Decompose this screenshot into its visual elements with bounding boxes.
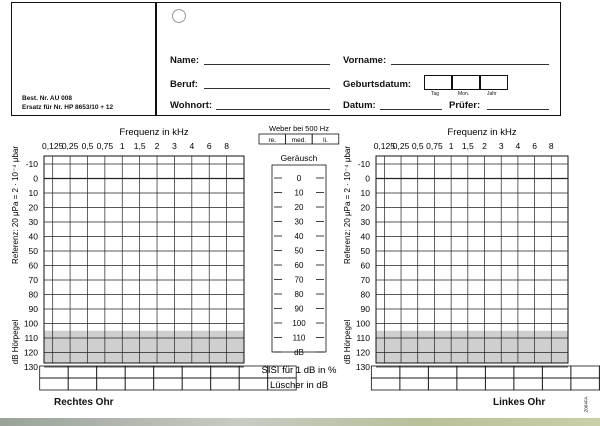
name-label: Name:	[170, 55, 200, 66]
right-ear-audiogram[interactable]	[11, 127, 296, 390]
left-ear-result-cell	[485, 378, 514, 390]
left-ear-db-tick: 100	[355, 318, 370, 329]
left-ear-db-tick: 120	[355, 347, 370, 358]
left-ear-result-cell	[428, 378, 457, 390]
left-ear-freq-tick: 1	[448, 141, 454, 151]
left-ear-reference-label: Referenz: 20 μPa = 2 · 10⁻⁴ μbar	[343, 145, 352, 265]
left-ear-db-tick: -10	[357, 159, 370, 169]
wohnort-label: Wohnort:	[170, 100, 213, 111]
left-ear-db-tick: 50	[360, 246, 370, 256]
left-ear-db-tick: 40	[360, 231, 370, 242]
noise-tick-label: 70	[294, 275, 304, 285]
right-ear-result-cell	[125, 366, 153, 378]
right-ear-freq-tick: 1,5	[133, 141, 146, 151]
right-ear-result-cell	[211, 378, 240, 390]
left-ear-freq-tick: 3	[498, 141, 504, 151]
right-ear-result-cell	[68, 366, 97, 378]
luescher-label: Lüscher in dB	[269, 380, 329, 391]
left-ear-freq-tick: 2	[482, 141, 487, 151]
right-ear-db-tick: 100	[23, 318, 38, 329]
replaces-number: Ersatz für Nr. HP 8653/10 + 12	[22, 104, 114, 111]
tag-label: Tag	[431, 91, 440, 97]
right-ear-result-cell	[154, 366, 183, 378]
left-ear-result-cell	[457, 366, 486, 378]
noise-tick-label: 50	[294, 246, 304, 256]
left-ear-db-tick: 70	[360, 275, 370, 285]
order-number: Best. Nr. AU 008	[22, 95, 72, 102]
right-ear-result-cell	[182, 366, 211, 378]
left-ear-result-cell	[485, 366, 514, 378]
left-ear-db-tick: 90	[360, 304, 370, 314]
weber-col-label: med.	[291, 137, 307, 144]
noise-title: Geräusch	[280, 153, 318, 163]
right-ear-db-tick: 0	[33, 173, 38, 184]
left-ear-audiogram[interactable]	[343, 127, 600, 390]
left-ear-freq-tick: 1,5	[461, 141, 474, 151]
scan-edge-strip	[0, 418, 600, 426]
right-ear-result-cell	[97, 366, 126, 378]
right-ear-result-cell	[154, 378, 183, 390]
left-ear-result-cell	[371, 366, 400, 378]
right-ear-hearing-level-label: dB Hörpegel	[11, 319, 20, 365]
right-ear-db-tick: 90	[28, 304, 38, 314]
geburtsdatum-label: Geburtsdatum:	[343, 79, 412, 90]
right-ear-freq-tick: 3	[172, 141, 177, 151]
right-ear-freq-tick: 0,5	[81, 141, 94, 151]
right-ear-db-tick: 80	[28, 289, 38, 300]
right-ear-result-cell	[40, 366, 68, 378]
weber-col-label: li.	[323, 137, 328, 144]
left-ear-result-cell	[457, 378, 486, 390]
right-ear-result-cell	[211, 366, 240, 378]
left-ear-db-tick: 0	[365, 173, 370, 184]
right-ear-db-tick: 10	[28, 188, 38, 198]
right-ear-db-tick: 40	[28, 231, 38, 242]
left-ear-freq-tick: 4	[515, 141, 521, 151]
noise-tick-label: 10	[294, 188, 304, 198]
datum-label: Datum:	[343, 100, 376, 111]
right-ear-db-tick: 110	[24, 333, 38, 343]
noise-tick-label: 90	[294, 304, 304, 314]
right-ear-freq-tick: 4	[189, 141, 195, 151]
weber-noise-panel	[259, 124, 339, 391]
vorname-label: Vorname:	[343, 55, 387, 66]
noise-tick-label: 20	[294, 203, 304, 212]
mon-label: Mon.	[458, 91, 470, 97]
left-ear-db-tick: 80	[360, 289, 370, 300]
right-ear-freq-tick: 0,25	[61, 141, 79, 151]
right-ear-db-tick: 60	[28, 260, 38, 271]
left-ear-hl-band	[376, 331, 568, 363]
right-ear-db-tick: 130	[23, 362, 38, 372]
noise-tick-label: 30	[294, 217, 304, 227]
left-ear-result-cell	[371, 378, 400, 390]
right-ear-db-tick: -10	[25, 159, 38, 169]
jahr-label: Jahr	[487, 91, 497, 97]
left-ear-result-cell	[542, 378, 571, 390]
noise-tick-label: 80	[294, 290, 304, 299]
left-ear-result-cell	[571, 378, 600, 390]
left-ear-result-cell	[571, 366, 600, 378]
right-ear-hl-band	[44, 331, 244, 363]
left-ear-freq-tick: 8	[548, 141, 554, 151]
left-ear-result-cell	[428, 366, 457, 378]
beruf-label: Beruf:	[170, 79, 198, 90]
noise-tick-label: 60	[294, 261, 304, 270]
left-ear-db-tick: 10	[360, 188, 370, 198]
left-ear-hearing-level-label: dB Hörpegel	[343, 319, 352, 365]
right-ear-result-cell	[97, 378, 126, 390]
left-ear-db-tick: 60	[360, 260, 370, 271]
right-ear-db-tick: 120	[23, 347, 38, 358]
left-ear-freq-tick: 0,125	[373, 141, 395, 151]
right-ear-freq-title: Frequenz in kHz	[119, 127, 189, 138]
left-ear-db-tick: 130	[355, 362, 370, 372]
right-ear-freq-tick: 6	[206, 141, 212, 151]
margin-print-code: Z064FA	[583, 396, 589, 413]
left-ear-freq-tick: 6	[532, 141, 537, 151]
right-ear-result-cell	[182, 378, 211, 390]
left-ear-freq-tick: 0,5	[411, 141, 424, 151]
noise-tick-label: 100	[292, 319, 306, 328]
right-ear-freq-tick: 2	[154, 141, 160, 151]
left-ear-freq-tick: 0,25	[392, 141, 410, 151]
left-ear-freq-tick: 0,75	[426, 141, 443, 151]
right-ear-db-tick: 50	[28, 246, 38, 256]
pruefer-label: Prüfer:	[449, 100, 481, 111]
right-ear-result-cell	[68, 378, 97, 390]
right-ear-result-cell	[40, 378, 68, 390]
weber-title: Weber bei 500 Hz	[269, 124, 329, 133]
left-ear-db-tick: 20	[360, 202, 370, 213]
left-ear-label: Linkes Ohr	[493, 397, 546, 408]
left-ear-result-cell	[514, 366, 543, 378]
sisi-label: SISI für 1 dB in %	[261, 365, 337, 376]
right-ear-db-tick: 70	[28, 275, 38, 285]
right-ear-freq-tick: 8	[224, 141, 229, 151]
right-ear-label: Rechtes Ohr	[54, 397, 114, 408]
noise-tick-label: 110	[292, 333, 306, 343]
right-ear-freq-tick: 1	[119, 141, 125, 151]
left-ear-freq-title: Frequenz in kHz	[447, 127, 517, 138]
left-ear-result-cell	[514, 378, 543, 390]
right-ear-result-cell	[125, 378, 153, 390]
right-ear-db-tick: 30	[28, 217, 38, 227]
weber-col-label: re.	[268, 137, 277, 144]
left-ear-db-tick: 30	[360, 217, 370, 227]
right-ear-freq-tick: 0,75	[96, 141, 114, 151]
noise-tick-label: 0	[296, 174, 302, 183]
right-ear-db-tick: 20	[28, 202, 38, 213]
left-ear-result-cell	[400, 378, 429, 390]
noise-tick-label: dB	[294, 348, 304, 357]
right-ear-freq-tick: 0,125	[42, 141, 64, 151]
left-ear-result-cell	[400, 366, 429, 378]
left-ear-result-cell	[542, 366, 571, 378]
right-ear-reference-label: Referenz: 20 μPa = 2 · 10⁻⁴ μbar	[11, 145, 20, 265]
noise-tick-label: 40	[294, 232, 304, 241]
left-ear-db-tick: 110	[356, 333, 370, 343]
right-ear-result-cell	[239, 378, 268, 390]
